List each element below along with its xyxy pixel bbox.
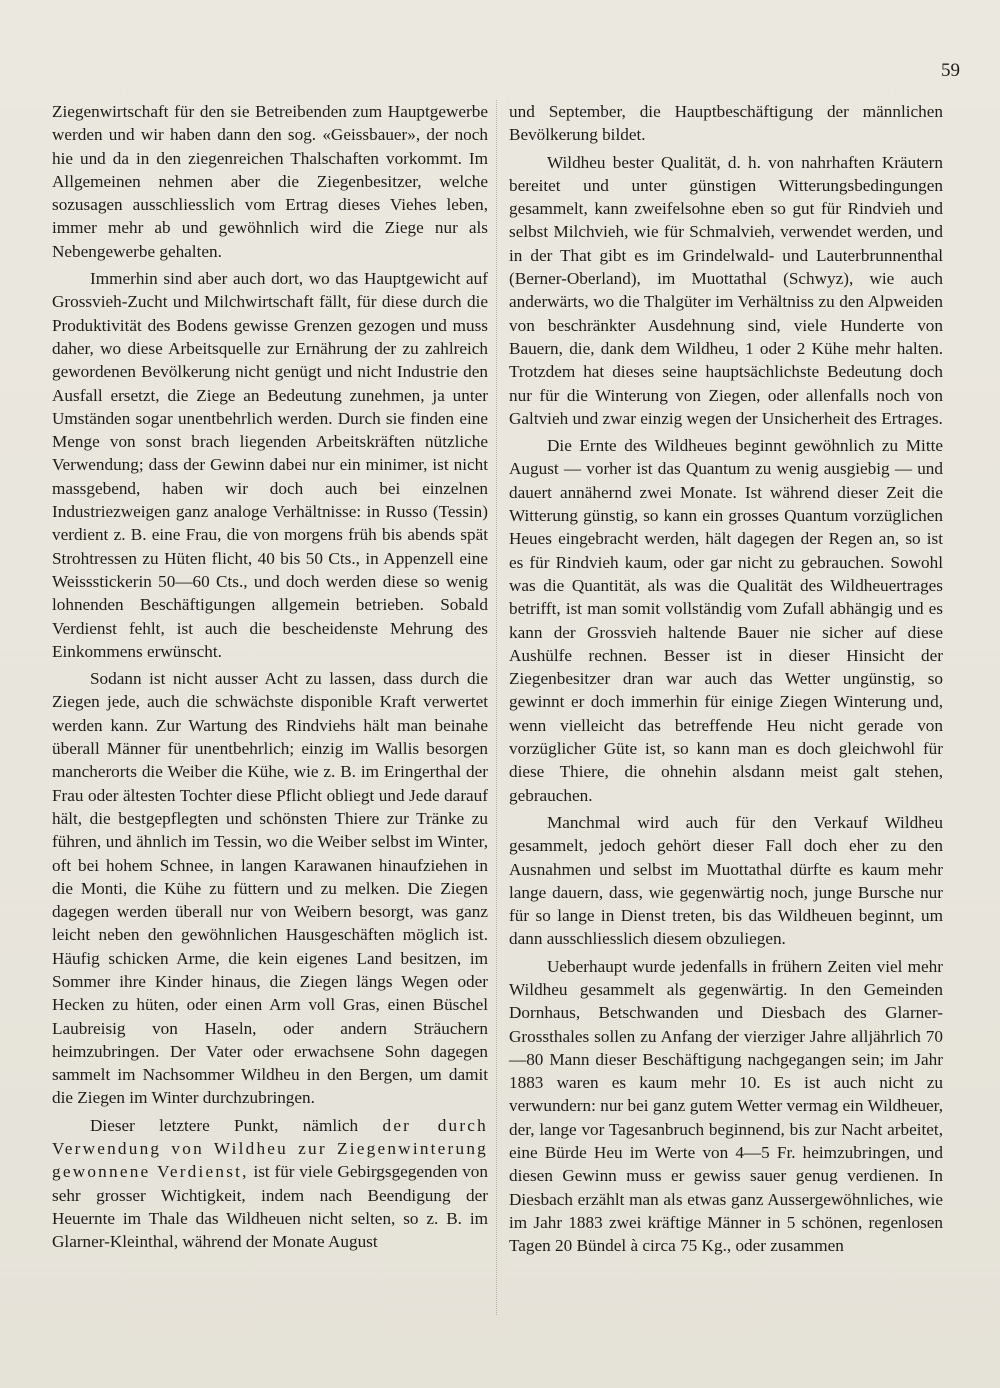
paragraph: Ziegenwirtschaft für den sie Betreibenden zum Hauptgewerbe werden und wir haben dann den sog. «Geissbauer», der noch hie und da in den ziegenreichen Thalschaften vorkommt. Im Allgemeinen nehmen aber die Ziegenbesitzer, welche sozusagen ausschliesslich vom Ertrag dieses Viehes leben, immer mehr ab und gewöhnlich wird die Ziege nur als Nebengewerbe gehalten. <box>52 102 488 261</box>
column-divider <box>496 100 497 1315</box>
paragraph: Sodann ist nicht ausser Acht zu lassen, dass durch die Ziegen jede, auch die schwächste disponible Kraft verwertet werden kann. Zur Wartung des Rindviehs hält man beinahe überall Männer für unentbehrlich; einzig im Wallis besorgen mancherorts die Weiber die Kühe, wie z. B. im Eringerthal der Frau oder ältesten Tochter diese Pflicht obliegt und Jede darauf hält, die bestgepflegten und schönsten Thiere zur Tränke zu führen, und ähnlich im Tessin, wo die Weiber selbst im Winter, oft bei hohem Schnee, in langen Karawanen hinaufziehen in die Monti, die Kühe zu füttern und zu melken. Die Ziegen dagegen werden überall nur von Weibern besorgt, was ganz leicht neben den gewöhnlichen Hausgeschäften möglich ist. Häufig schicken Arme, die kein eigenes Land besitzen, im Sommer ihre Kinder hinaus, die Ziegen längs Wegen oder Hecken zu hüten, oder einen Arm voll Gras, einen Büschel Laubreisig von Haseln, oder andern Sträuchern heimzubringen. Der Vater oder erwachsene Sohn dagegen sammelt im Nachsommer Wildheu in den Bergen, um damit die Ziegen im Winter durchzubringen. <box>52 669 488 1108</box>
emphasized-phrase: der durch Verwendung von Wildheu zur Ziegenwinterung gewonnene Verdienst, <box>52 1115 489 1182</box>
page-number: 59 <box>941 60 960 81</box>
left-column <box>52 100 488 1254</box>
right-column <box>509 100 943 1258</box>
paragraph: Wildheu bester Qualität, d. h. von nahrhaften Kräutern bereitet und unter günstigen Witterungsbedingungen gesammelt, kann zweifelsohne eben so gut für Rindvieh und selbst Milchvieh, wie für Schmalvieh, verwendet werden, und in der That gibt es im Grindelwald- und Lauterbrunnenthal (Berner-Oberland), im Muottathal (Schwyz), wie auch anderwärts, wo die Thalgüter im Verhältniss zu den Alpweiden von beschränkter Ausdehnung sind, viele Hunderte von Bauern, die, dank dem Wildheu, 1 oder 2 Kühe mehr halten. Trotzdem hat dieses seine hauptsächlichste Bedeutung doch nur für die Winterung von Ziegen, oder allenfalls noch von Galtvieh und zwar einzig wegen der Unsicherheit des Ertrages. <box>509 152 943 428</box>
paragraph-rest: ist für viele Gebirgsgegenden von sehr grosser Wichtigkeit, indem nach Beendigung der Heuernte im Thale das Wildheuen nicht selten, so z. B. im Glarner-Kleinthal, während der Monate August <box>52 1162 488 1252</box>
paragraph: Die Ernte des Wildheues beginnt gewöhnlich zu Mitte August — vorher ist das Quantum zu wenig ausgiebig — und dauert annähernd zwei Monate. Ist während dieser Zeit die Witterung günstig, so kann ein grosses Quantum vorzüglichen Heues eingebracht werden, hält dagegen der Regen an, so ist es für Rindvieh kaum, oder gar nicht zu gebrauchen. Sowohl was die Quantität, als was die Qualität des Wildheuertrages betrifft, ist man somit vollständig vom Zufall abhängig und es kann der Grossvieh haltende Bauer nie sicher auf diese Aushülfe rechnen. Besser ist in dieser Hinsicht der Ziegenbesitzer dran war auch das Wetter ungünstig, so gewinnt er doch immerhin für einige Ziegen Winterung und, wenn vielleicht das betreffende Heu nicht gerade von vorzüglicher Güte ist, so kann man es doch gleichwohl für diese Thiere, die ohnehin alsdann meist galt stehen, gebrauchen. <box>509 436 943 805</box>
paragraph: Manchmal wird auch für den Verkauf Wildheu gesammelt, jedoch gehört dieser Fall doch eher zu den Ausnahmen und selbst im Muottathal dürfte es kaum mehr lange dauern, dass, wie gegenwärtig noch, junge Bursche nur für so lange in Dienst treten, bis das Wildheuen beginnt, um dann ausschliesslich diesem obzuliegen. <box>509 812 943 949</box>
paragraph: und September, die Hauptbeschäftigung der männlichen Bevölkerung bildet. <box>509 102 943 145</box>
paragraph <box>52 1114 488 1254</box>
paragraph: Immerhin sind aber auch dort, wo das Hauptgewicht auf Grossvieh-Zucht und Milchwirtschaft fällt, für diese durch die Produktivität des Bodens gewisse Grenzen gezogen und muss daher, wo diese Arbeitsquelle zur Ernährung der zu zahlreich gewordenen Bevölkerung nicht genügt und nicht Industrie den Ausfall ersetzt, die Ziege an Bedeutung zunehmen, ja unter Umständen sogar unentbehrlich werden. Durch sie finden eine Menge von sonst brach liegenden Arbeitskräften nützliche Verwendung; dass der Gewinn dabei nur ein minimer, ist nicht massgebend, haben wir doch auch bei einzelnen Industriezweigen ganz analoge Verhältnisse: in Russo (Tessin) verdient z. B. eine Frau, die von morgens früh bis abends spät Strohtressen zu Hüten flicht, 40 bis 50 Cts., in Appenzell eine Weissstickerin 50—60 Cts., und doch werden diese so wenig lohnenden Beschäftigungen allgemein betrieben. Sobald Verdienst fehlt, ist auch die bescheidenste Mehrung des Einkommens erwünscht. <box>52 269 488 661</box>
paragraph-lead: Dieser letztere Punkt, nämlich <box>90 1115 359 1135</box>
paragraph: Ueberhaupt wurde jedenfalls in frühern Zeiten viel mehr Wildheu gesammelt als gegenwärtig. In den Gemeinden Dornhaus, Betschwanden und Diesbach des Glarner-Grossthales sollen zu Anfang der vierziger Jahre alljährlich 70—80 Mann dieser Beschäftigung nachgegangen sein; im Jahr 1883 waren es kaum mehr 10. Es ist auch nicht zu verwundern: nur bei ganz gutem Wetter vermag ein Wildheuer, der, lange vor Tagesanbruch beginnend, bis zur Nacht arbeitet, eine Bürde Heu im Werte von 4—5 Fr. heimzubringen, und diesen Gewinn muss er gewiss sauer genug verdienen. In Diesbach erzählt man als etwas ganz Aussergewöhnliches, wie im Jahr 1883 zwei kräftige Männer in 5 schönen, regenlosen Tagen 20 Bündel à circa 75 Kg., oder zusammen <box>509 956 943 1256</box>
